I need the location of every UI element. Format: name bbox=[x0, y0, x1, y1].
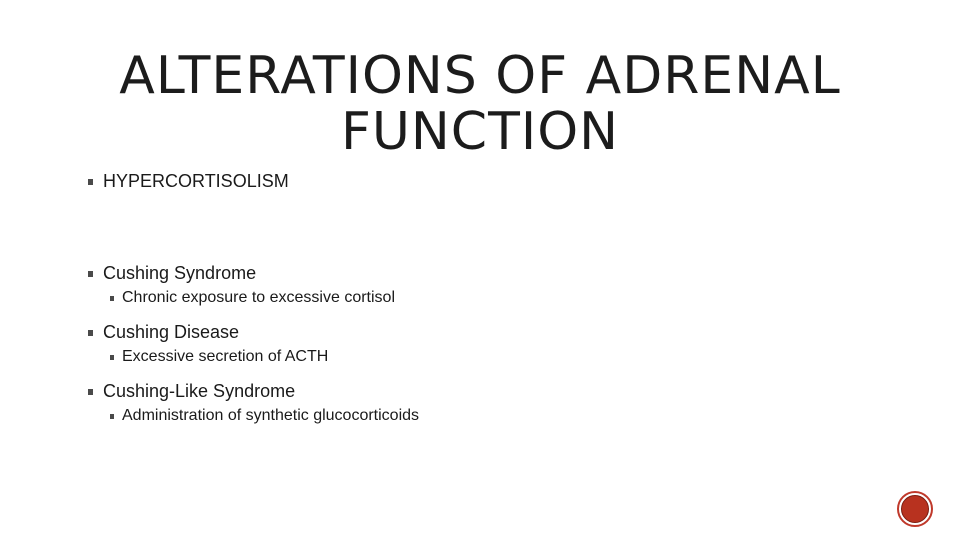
sub-bullet-text: Excessive secretion of ACTH bbox=[122, 348, 329, 365]
badge-circle-icon bbox=[901, 495, 929, 523]
bullet-text: HYPERCORTISOLISM bbox=[103, 171, 289, 191]
sub-bullet-item bbox=[110, 348, 328, 366]
slide-number-badge bbox=[897, 491, 933, 527]
slide-title: ALTERATIONS OF ADRENAL FUNCTION bbox=[119, 46, 841, 162]
bullet-item bbox=[88, 171, 289, 192]
bullet-marker bbox=[88, 179, 93, 185]
bullet-text: Cushing Syndrome bbox=[103, 263, 257, 283]
bullet-marker bbox=[88, 389, 93, 395]
bullet-list bbox=[88, 0, 788, 540]
bullet-marker bbox=[88, 330, 93, 336]
sub-bullet-text: Chronic exposure to excessive cortisol bbox=[122, 289, 396, 306]
bullet-text: Cushing-Like Syndrome bbox=[103, 381, 296, 401]
bullet-text: Cushing Disease bbox=[103, 322, 240, 342]
bullet-marker bbox=[110, 296, 114, 301]
bullet-marker bbox=[88, 271, 93, 277]
sub-bullet-item bbox=[110, 289, 395, 307]
bullet-item bbox=[88, 322, 239, 343]
bullet-marker bbox=[110, 355, 114, 360]
bullet-item bbox=[88, 263, 256, 284]
bullet-marker bbox=[110, 414, 114, 419]
sub-bullet-text: Administration of synthetic glucocorticoids bbox=[122, 407, 420, 424]
bullet-item bbox=[88, 381, 295, 402]
sub-bullet-item bbox=[110, 407, 419, 425]
